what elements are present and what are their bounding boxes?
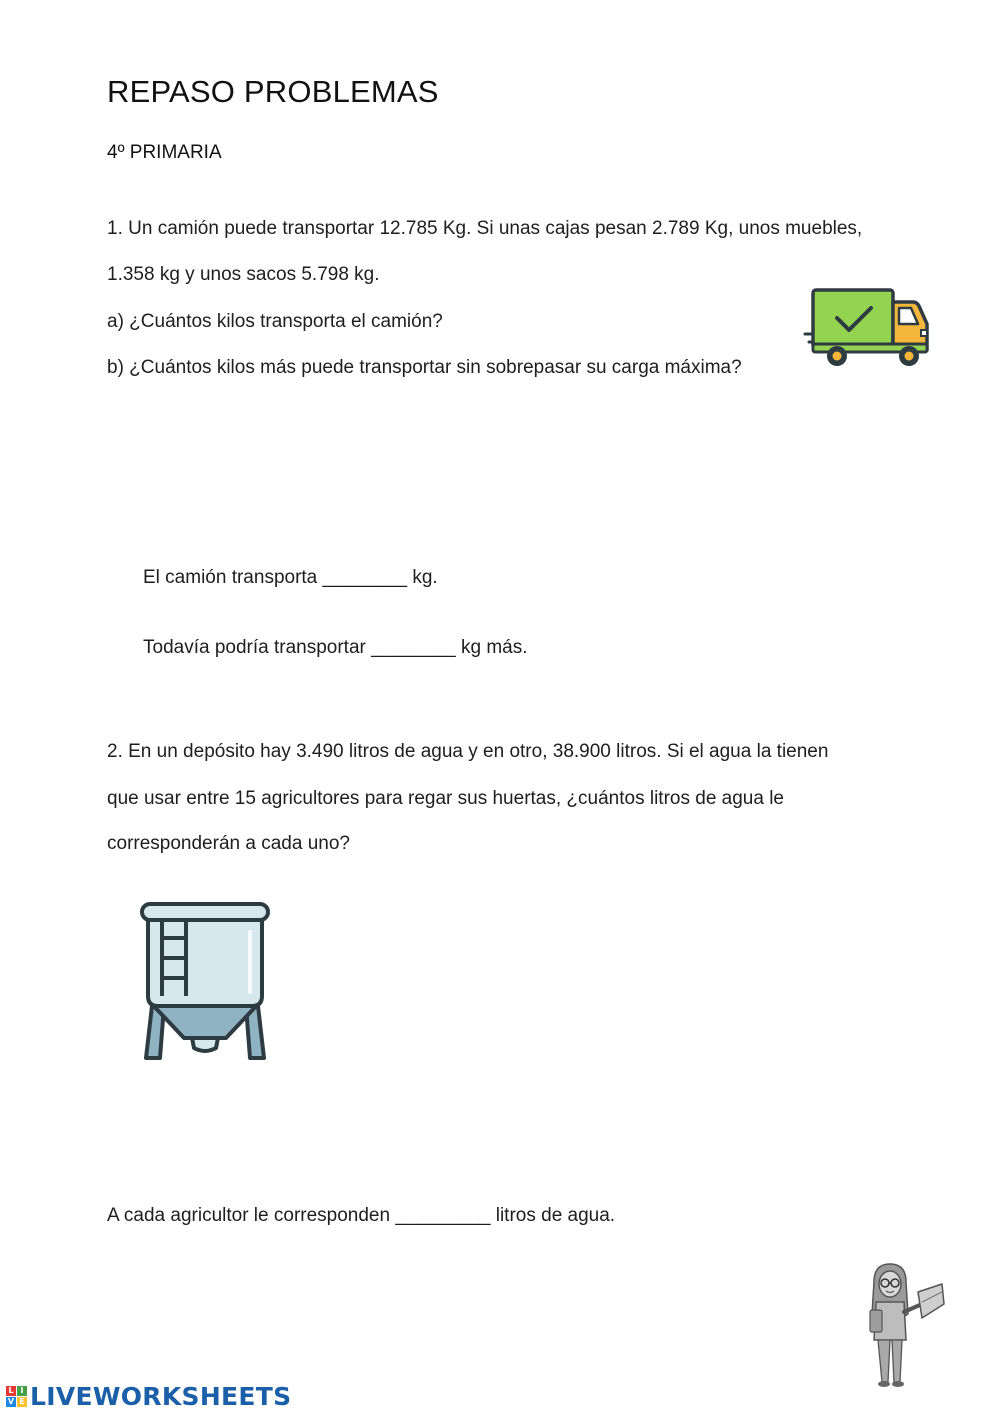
problem1-question-b: b) ¿Cuántos kilos más puede transportar sin sobrepasar su carga máxima? bbox=[107, 357, 742, 378]
answer2-blank[interactable]: ________ bbox=[371, 637, 456, 658]
logo-block-e: E bbox=[17, 1397, 27, 1407]
delivery-truck-icon bbox=[803, 284, 931, 372]
answer1-prefix: El camión transporta bbox=[143, 567, 318, 588]
answer3-prefix: A cada agricultor le corresponden bbox=[107, 1205, 391, 1226]
problem2-answer bbox=[107, 1205, 615, 1227]
problem1-answer2 bbox=[143, 637, 528, 659]
problem2-statement-line1: 2. En un depósito hay 3.490 litros de agua y en otro, 38.900 litros. Si el agua la tienen bbox=[107, 741, 829, 762]
problem1-question-a: a) ¿Cuántos kilos transporta el camión? bbox=[107, 311, 443, 332]
answer2-suffix: kg más. bbox=[460, 637, 528, 658]
answer2-prefix: Todavía podría transportar bbox=[143, 637, 366, 658]
logo-text: LIVEWORKSHEETS bbox=[30, 1381, 292, 1411]
grade-label: 4º PRIMARIA bbox=[107, 142, 222, 163]
answer3-suffix: litros de agua. bbox=[495, 1205, 616, 1226]
logo-block-l: L bbox=[6, 1386, 16, 1396]
teacher-avatar-icon bbox=[860, 1262, 950, 1392]
answer3-blank[interactable]: _________ bbox=[395, 1205, 491, 1226]
water-tank-icon bbox=[136, 898, 274, 1064]
logo-blocks bbox=[6, 1386, 27, 1407]
logo-block-i: I bbox=[17, 1386, 27, 1396]
problem1-statement-line2: 1.358 kg y unos sacos 5.798 kg. bbox=[107, 264, 380, 285]
answer1-blank[interactable]: ________ bbox=[322, 567, 408, 588]
problem2-statement-line2: que usar entre 15 agricultores para regar sus huertas, ¿cuántos litros de agua le bbox=[107, 788, 784, 809]
problem2-statement-line3: corresponderán a cada uno? bbox=[107, 833, 350, 854]
page-title: REPASO PROBLEMAS bbox=[107, 74, 439, 109]
liveworksheets-logo[interactable] bbox=[6, 1381, 291, 1411]
problem1-statement-line1: 1. Un camión puede transportar 12.785 Kg. Si unas cajas pesan 2.789 Kg, unos muebles, bbox=[107, 218, 863, 239]
answer1-suffix: kg. bbox=[412, 567, 438, 588]
logo-block-v: V bbox=[7, 1396, 15, 1406]
problem1-answer1 bbox=[143, 567, 438, 589]
